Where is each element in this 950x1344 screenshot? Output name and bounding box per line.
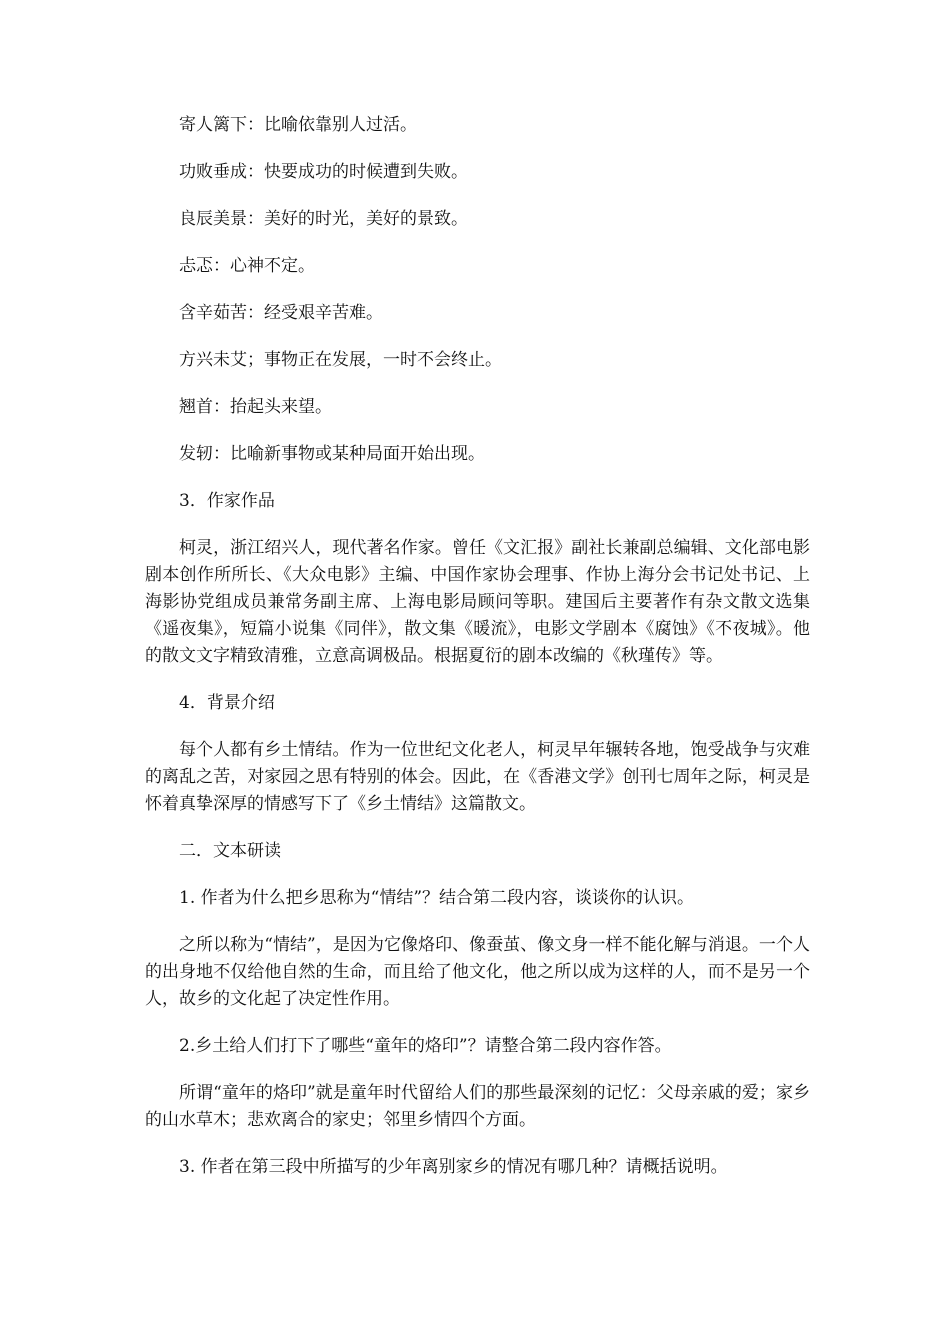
- vocab-hanxinruku: 含辛茹苦：经受艰辛苦难。: [179, 303, 383, 323]
- section-heading-author-works: 3．作家作品: [179, 491, 275, 511]
- vocab-jirenlixia: 寄人篱下：比喻依靠别人过活。: [179, 115, 417, 135]
- question-1: 1. 作者为什么把乡思称为“情结”？结合第二段内容，谈谈你的认识。: [179, 888, 695, 908]
- vocab-gongbaichuicheng: 功败垂成：快要成功的时候遭到失败。: [179, 162, 468, 182]
- answer-2: 所谓“童年的烙印”就是童年时代留给人们的那些最深刻的记忆：父母亲戚的爱；家乡的山水草木；悲欢离合的家史；邻里乡情四个方面。: [145, 1083, 810, 1130]
- vocab-faren: 发轫：比喻新事物或某种局面开始出现。: [179, 444, 485, 464]
- document-page: [145, 112, 810, 1201]
- question-2: 2.乡土给人们打下了哪些“童年的烙印”？请整合第二段内容作答。: [179, 1036, 672, 1056]
- background-paragraph: 每个人都有乡土情结。作为一位世纪文化老人，柯灵早年辗转各地，饱受战争与灾难的离乱之苦，对家园之思有特别的体会。因此，在《香港文学》创刊七周年之际，柯灵是怀着真挚深厚的情感写下了《乡土情结》这篇散文。: [145, 740, 810, 814]
- section-heading-background: 4．背景介绍: [179, 693, 275, 713]
- section-heading-text-study: 二．文本研读: [179, 841, 281, 861]
- vocab-liangchenmeijing: 良辰美景：美好的时光，美好的景致。: [179, 209, 468, 229]
- answer-1: 之所以称为“情结”，是因为它像烙印、像蚕茧、像文身一样不能化解与消退。一个人的出身地不仅给他自然的生命，而且给了他文化，他之所以成为这样的人，而不是另一个人，故乡的文化起了决定性作用。: [145, 935, 810, 1009]
- vocab-fangxingweiai: 方兴未艾；事物正在发展，一时不会终止。: [179, 350, 502, 370]
- vocab-tante: 忐忑：心神不定。: [179, 256, 315, 276]
- question-3: 3. 作者在第三段中所描写的少年离别家乡的情况有哪几种？请概括说明。: [179, 1157, 728, 1177]
- vocab-qiaoshou: 翘首：抬起头来望。: [179, 397, 332, 417]
- author-bio-paragraph: 柯灵，浙江绍兴人，现代著名作家。曾任《文汇报》副社长兼副总编辑、文化部电影剧本创作所所长、《大众电影》主编、中国作家协会理事、作协上海分会书记处书记、上海影协党组成员兼常务副主席、上海电影局顾问等职。建国后主要著作有杂文散文选集《遥夜集》，短篇小说集《同伴》，散文集《暖流》，电影文学剧本《腐蚀》《不夜城》。他的散文文字精致清雅，立意高调极品。根据夏衍的剧本改编的《秋瑾传》等。: [145, 538, 810, 666]
